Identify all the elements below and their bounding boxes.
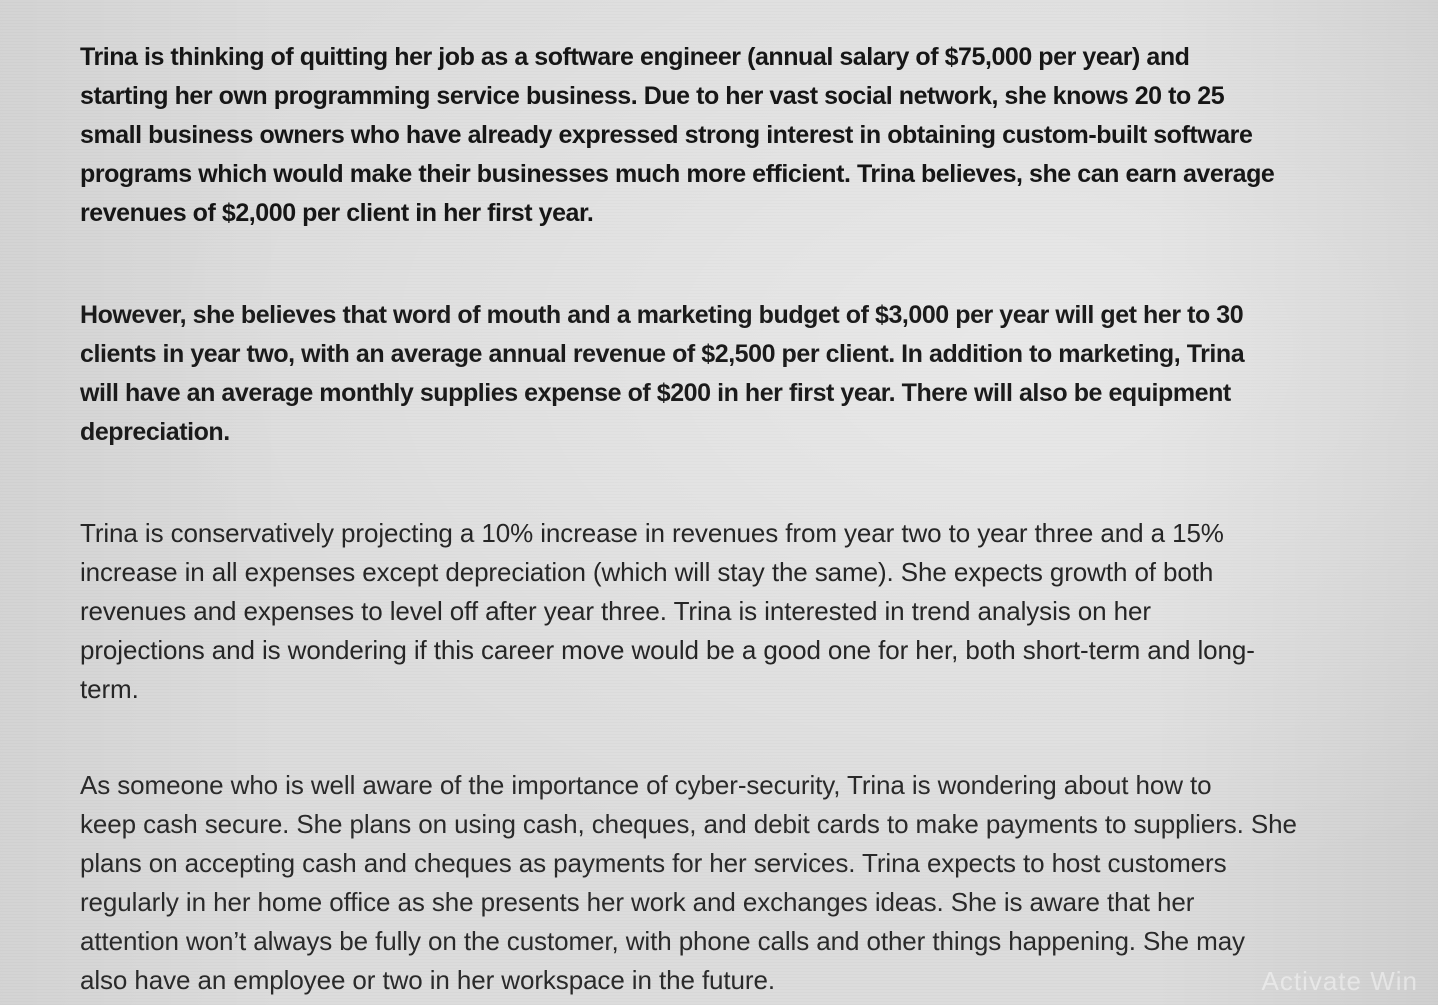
paragraph-year-three-growth: Trina is conservatively projecting a 10% increase in revenues from year two to year three and a 15% increase in all expenses except depreciation (which will stay the same). She expects growth of both revenues and expenses to level off after year three. Trina is interested in trend analysis on her projections and is wondering if this career move would be a good one for her, both short-term and long- term. (80, 518, 1255, 704)
activation-watermark: Activate Win (1261, 966, 1418, 996)
paragraph-cash-security: As someone who is well aware of the importance of cyber-security, Trina is wondering about how to keep cash secure. She plans on using cash, cheques, and debit cards to make payments to suppliers. She plans on accepting cash and cheques as payments for her services. Trina expects to host customers regularly in her home office as she presents her work and exchanges ideas. She is aware that her attention won’t always be fully on the customer, with phone calls and other things happening. She may also have an employee or two in her workspace in the future. (80, 770, 1297, 995)
paragraph-career-decision: Trina is thinking of quitting her job as a software engineer (annual salary of $75,000 per year) and starting her own programming service business. Due to her vast social network, she knows 20 to 25 small business owners who have already expressed strong interest in obtaining custom-built software programs which would make their businesses much more efficient. Trina believes, she can earn average revenues of $2,000 per client in her first year. (80, 43, 1275, 227)
paragraph-year-two-projection: However, she believes that word of mouth and a marketing budget of $3,000 per year will get her to 30 clients in year two, with an average annual revenue of $2,500 per client. In addition to marketing, Trina will have an average monthly supplies expense of $200 in her first year. There will also be equipment depreciation. (80, 301, 1245, 446)
